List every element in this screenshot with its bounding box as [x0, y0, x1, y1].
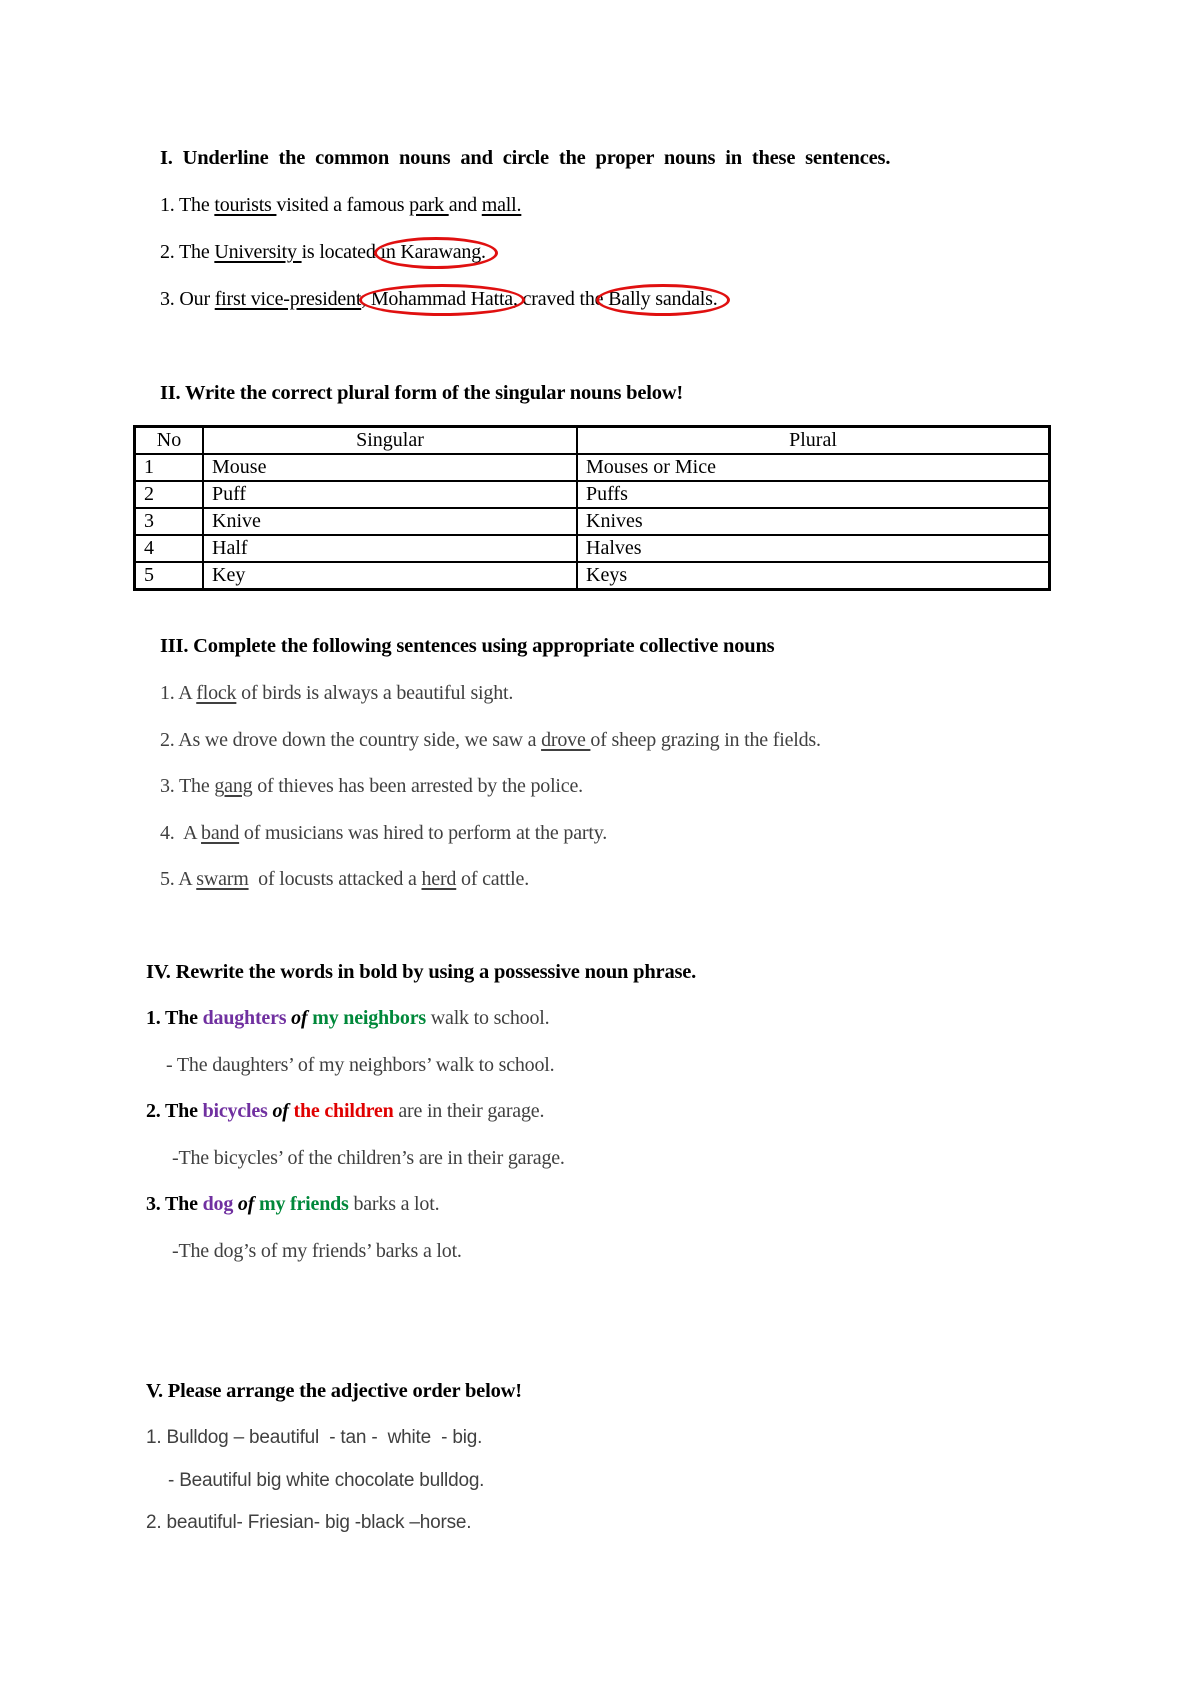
- answer-word: band: [201, 822, 240, 844]
- text: of locusts attacked a: [248, 868, 422, 890]
- section-4-answer-1: - The daughters’ of my neighbors’ walk to school.: [166, 1054, 555, 1076]
- proper-noun-circled: n Karawang.: [385, 241, 486, 263]
- section-3-title: III. Complete the following sentences using appropriate collective nouns: [160, 635, 775, 657]
- section-4-answer-2: -The bicycles’ of the children’s are in their garage.: [172, 1147, 565, 1169]
- text: of birds is always a beautiful sight.: [236, 682, 514, 704]
- cell: 1: [135, 454, 204, 481]
- header-no: No: [135, 427, 204, 455]
- header-plural: Plural: [577, 427, 1050, 455]
- section-4-answer-3: -The dog’s of my friends’ barks a lot.: [172, 1240, 462, 1262]
- text: 1. A: [160, 682, 197, 704]
- text: and: [448, 194, 482, 216]
- text: of: [272, 1100, 294, 1122]
- section-4-question-1: [146, 1007, 549, 1030]
- section-3-sentence-1: [160, 682, 513, 705]
- cell: Knives: [577, 508, 1050, 535]
- common-noun: mall.: [481, 194, 522, 216]
- text: of thieves has been arrested by the police.: [252, 775, 583, 797]
- text: 3. Our: [160, 288, 215, 310]
- answer-word: drove: [541, 729, 591, 751]
- section-4-question-3: [146, 1193, 439, 1216]
- section-4-question-2: [146, 1100, 544, 1123]
- section-5-question-1: 1. Bulldog – beautiful - tan - white - big.: [146, 1427, 483, 1448]
- text: , craved the: [513, 288, 609, 310]
- cell: Puff: [203, 481, 577, 508]
- cell: 5: [135, 562, 204, 590]
- text: are in their garage.: [393, 1100, 545, 1122]
- text: dog: [202, 1193, 238, 1215]
- plural-table: [133, 425, 1051, 591]
- text: bicycles: [202, 1100, 273, 1122]
- text: barks a lot.: [348, 1193, 440, 1215]
- text: 4. A: [160, 822, 202, 844]
- section-1-sentence-3: [160, 288, 718, 311]
- cell: Halves: [577, 535, 1050, 562]
- table-row: [135, 535, 1050, 562]
- common-noun: park: [409, 194, 449, 216]
- table-row: [135, 481, 1050, 508]
- cell: Half: [203, 535, 577, 562]
- table-row: [135, 508, 1050, 535]
- common-noun: first vice-president: [214, 288, 362, 310]
- section-3-sentence-4: [160, 822, 607, 845]
- text: 2. The: [160, 241, 215, 263]
- cell: 2: [135, 481, 204, 508]
- text: The: [165, 1007, 203, 1029]
- section-3-sentence-2: [160, 729, 821, 752]
- header-singular: Singular: [203, 427, 577, 455]
- section-5-question-2: 2. beautiful- Friesian- big -black –horse.: [146, 1512, 472, 1533]
- text: of: [291, 1007, 313, 1029]
- cell: 4: [135, 535, 204, 562]
- text: The: [165, 1193, 203, 1215]
- cell: Knive: [203, 508, 577, 535]
- text: visited a famous: [276, 194, 410, 216]
- cell: Mouses or Mice: [577, 454, 1050, 481]
- text: of: [237, 1193, 259, 1215]
- proper-noun-circled: Bally sandals.: [608, 288, 718, 310]
- section-4-title: IV. Rewrite the words in bold by using a possessive noun phrase.: [146, 961, 697, 983]
- answer-word: swarm: [196, 868, 249, 890]
- common-noun: tourists: [214, 194, 277, 216]
- text: my friends: [258, 1193, 349, 1215]
- table-header-row: [135, 427, 1050, 455]
- answer-word: flock: [196, 682, 237, 704]
- section-3-sentence-3: [160, 775, 583, 798]
- text: 1. The: [160, 194, 215, 216]
- section-5-answer-1: - Beautiful big white chocolate bulldog.: [168, 1470, 485, 1491]
- text: of musicians was hired to perform at the party.: [239, 822, 608, 844]
- text: of sheep grazing in the fields.: [590, 729, 821, 751]
- section-5-title: V. Please arrange the adjective order below!: [146, 1380, 522, 1402]
- text: The: [165, 1100, 203, 1122]
- answer-word: herd: [421, 868, 457, 890]
- text: 2.: [146, 1100, 166, 1122]
- text: is located i: [301, 241, 386, 263]
- text: of cattle.: [456, 868, 530, 890]
- cell: Mouse: [203, 454, 577, 481]
- text: 5. A: [160, 868, 197, 890]
- section-1-sentence-1: [160, 194, 521, 217]
- text: ,: [361, 288, 371, 310]
- cell: Keys: [577, 562, 1050, 590]
- text: my neighbors: [312, 1007, 426, 1029]
- section-3-sentence-5: [160, 868, 529, 891]
- text: 2. As we drove down the country side, we saw a: [160, 729, 542, 751]
- common-noun: University: [214, 241, 302, 263]
- text: 1.: [146, 1007, 166, 1029]
- section-1-title: I. Underline the common nouns and circle the proper nouns in these sentences.: [160, 147, 891, 169]
- table-row: [135, 562, 1050, 590]
- cell: 3: [135, 508, 204, 535]
- text: the children: [293, 1100, 394, 1122]
- proper-noun-circled: Mohammad Hatta: [370, 288, 513, 310]
- table-row: [135, 454, 1050, 481]
- section-1-sentence-2: [160, 241, 486, 264]
- text: daughters: [202, 1007, 292, 1029]
- answer-word: gang: [214, 775, 253, 797]
- section-2-title: II. Write the correct plural form of the singular nouns below!: [160, 382, 684, 404]
- cell: Puffs: [577, 481, 1050, 508]
- text: walk to school.: [425, 1007, 550, 1029]
- text: 3. The: [160, 775, 215, 797]
- text: 3.: [146, 1193, 166, 1215]
- cell: Key: [203, 562, 577, 590]
